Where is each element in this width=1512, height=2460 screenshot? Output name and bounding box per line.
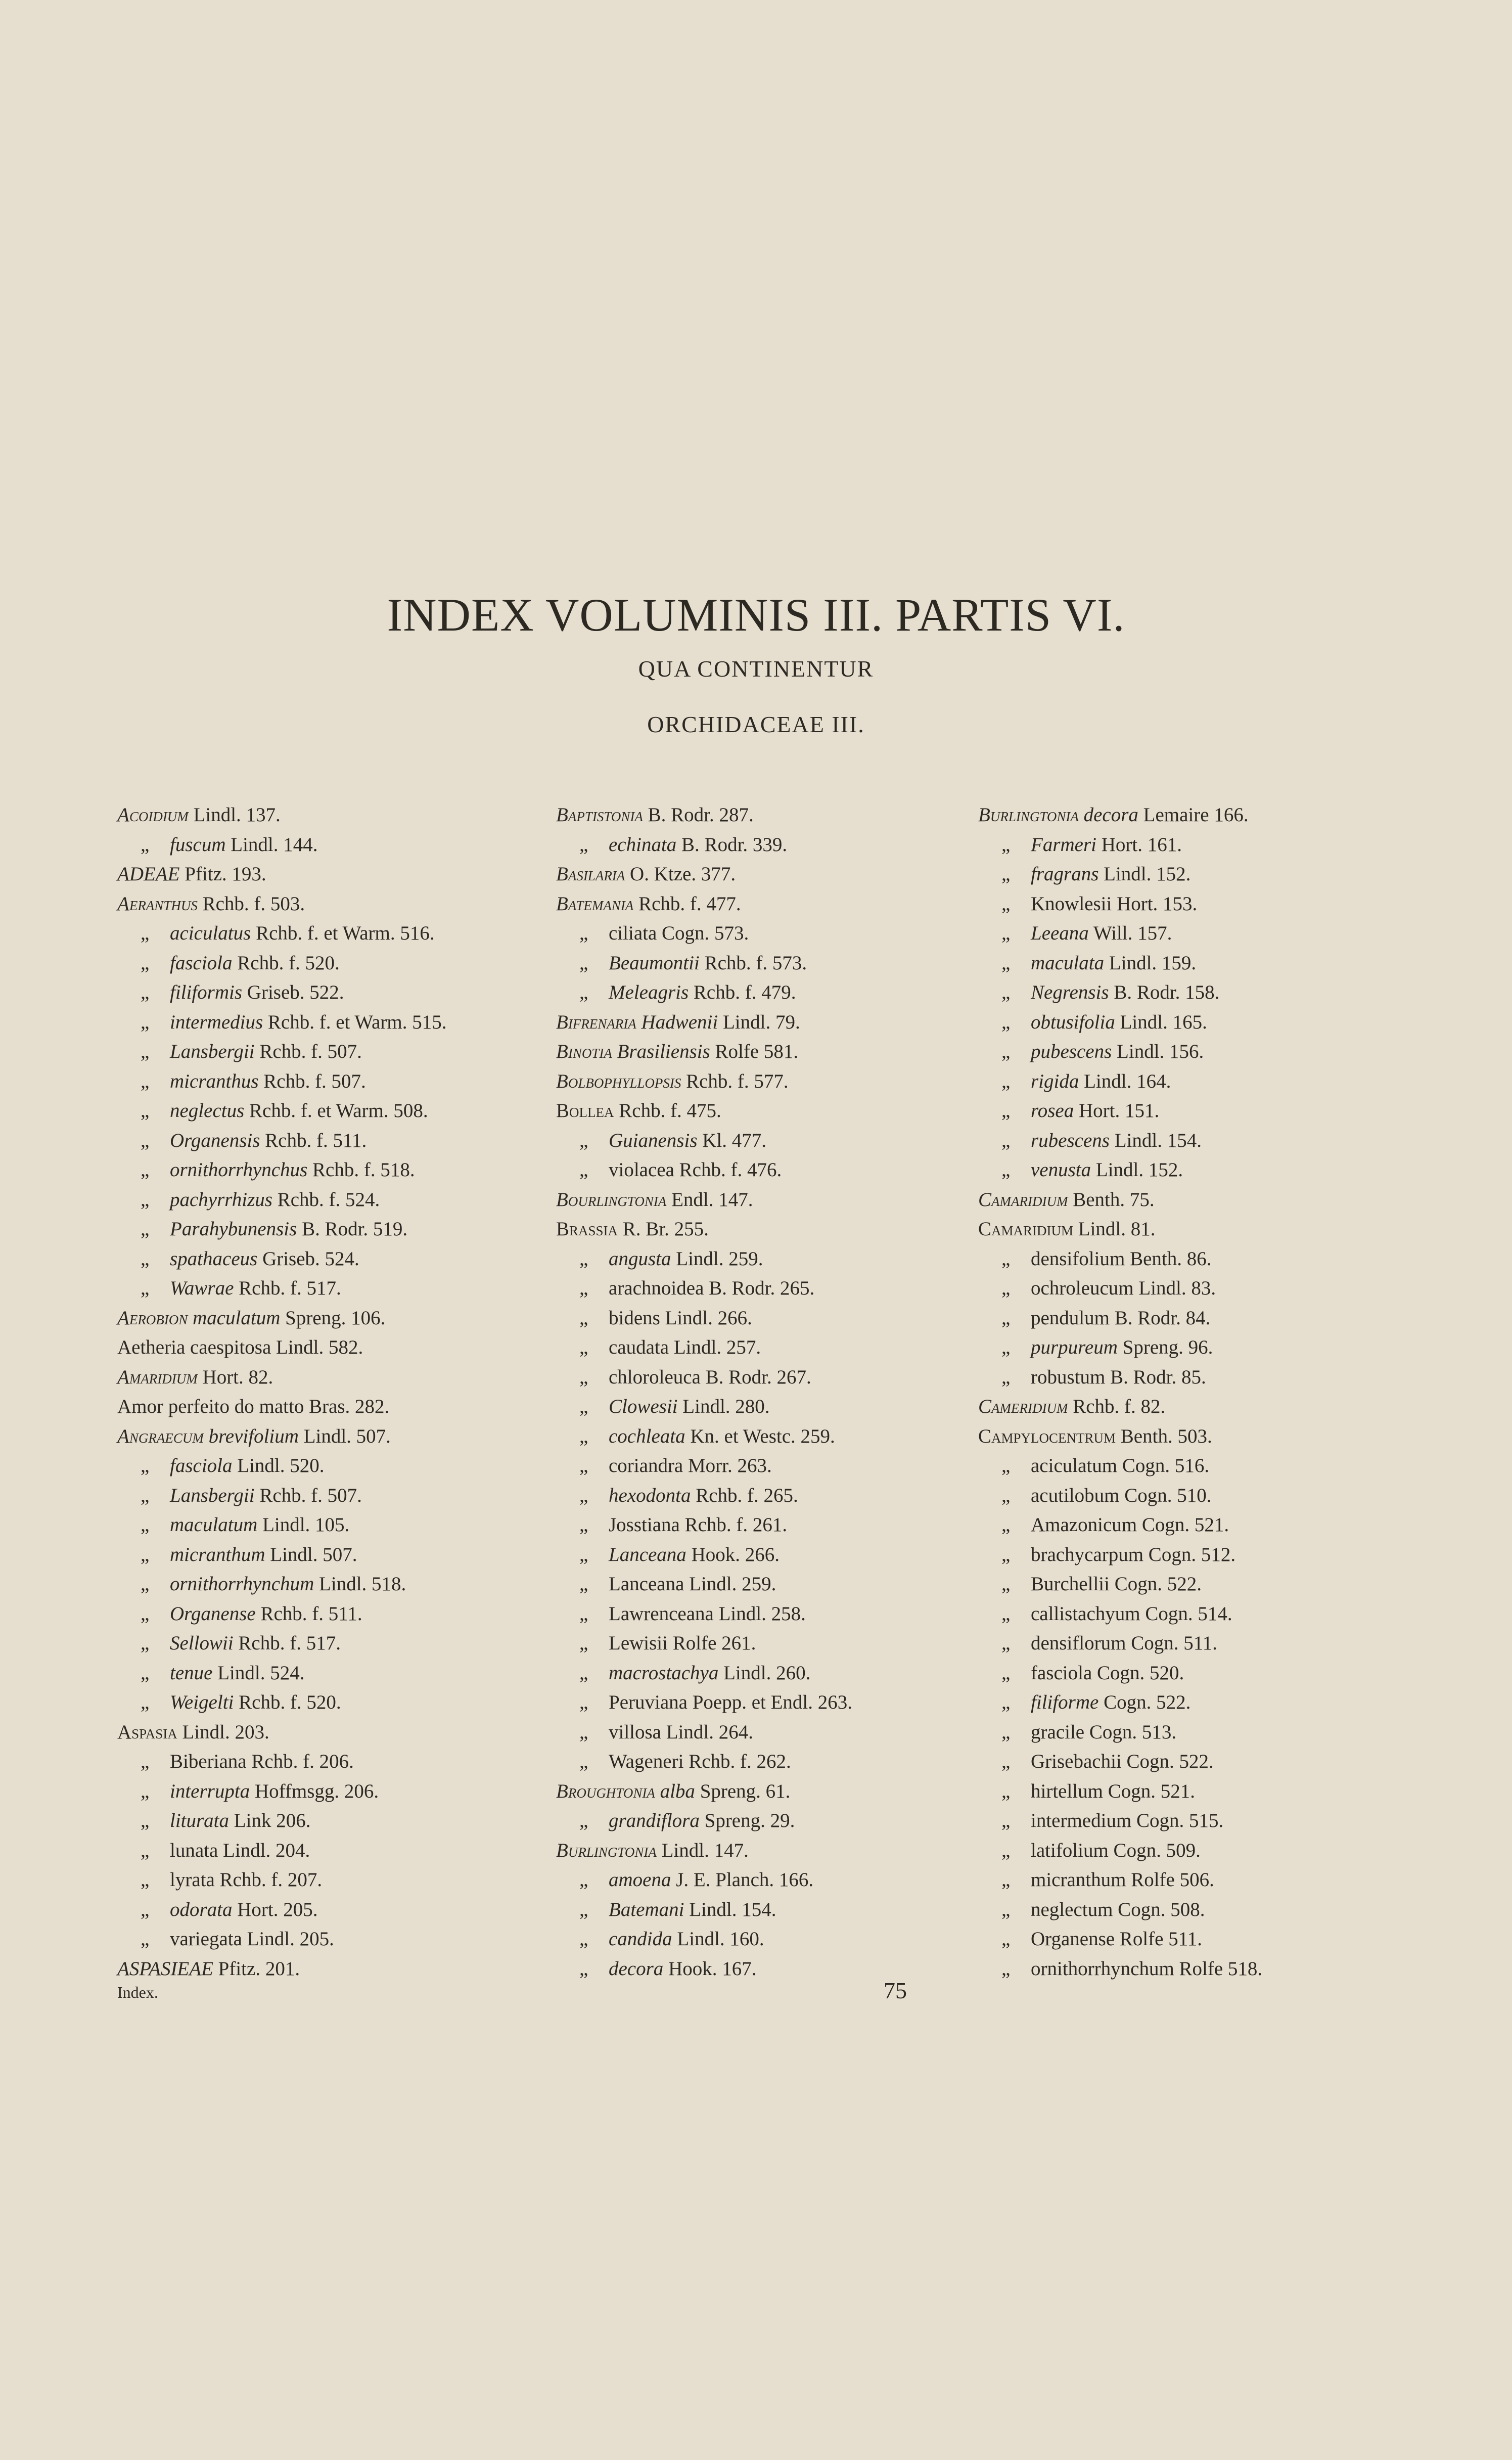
- index-entry: „ Weigelti Rchb. f. 520.: [117, 1688, 446, 1718]
- ditto-mark: „: [141, 1100, 150, 1122]
- ditto-mark: „: [1001, 892, 1011, 915]
- ditto-mark: „: [1001, 1928, 1011, 1950]
- ditto-mark: „: [141, 1602, 150, 1625]
- ditto-mark: „: [1001, 1455, 1011, 1477]
- ditto-mark: „: [579, 922, 588, 944]
- ditto-mark: „: [579, 1484, 588, 1506]
- footer-label: Index.: [117, 1983, 158, 2001]
- ditto-mark: „: [1001, 1632, 1011, 1654]
- index-entry: „ fasciola Cogn. 520.: [978, 1659, 1262, 1688]
- index-entry: „ cochleata Kn. et Westc. 259.: [556, 1422, 852, 1452]
- ditto-mark: „: [141, 1514, 150, 1536]
- index-entry: „ Lansbergii Rchb. f. 507.: [117, 1481, 446, 1511]
- ditto-mark: „: [1001, 1662, 1011, 1684]
- ditto-mark: „: [579, 1957, 588, 1980]
- ditto-mark: „: [1001, 863, 1011, 885]
- index-entry: „ Organense Rolfe 511.: [978, 1925, 1262, 1954]
- index-entry: „ Josstiana Rchb. f. 261.: [556, 1510, 852, 1540]
- ditto-mark: „: [141, 1543, 150, 1566]
- index-entry: „ maculatum Lindl. 105.: [117, 1510, 446, 1540]
- ditto-mark: „: [579, 1159, 588, 1181]
- index-entry: „ Guianensis Kl. 477.: [556, 1126, 852, 1156]
- ditto-mark: „: [141, 1780, 150, 1802]
- index-entry: „ filiformis Griseb. 522.: [117, 978, 446, 1008]
- index-entry: Bifrenaria Hadwenii Lindl. 79.: [556, 1011, 800, 1033]
- index-entry: „ Wageneri Rchb. f. 262.: [556, 1747, 852, 1777]
- ditto-mark: „: [579, 1514, 588, 1536]
- index-entry: Amor perfeito do matto Bras. 282.: [117, 1396, 390, 1417]
- ditto-mark: „: [579, 1425, 588, 1447]
- index-entry: „ purpureum Spreng. 96.: [978, 1333, 1262, 1363]
- index-entry: „ Clowesii Lindl. 280.: [556, 1392, 852, 1422]
- ditto-mark: „: [141, 833, 150, 856]
- index-entry: „ callistachyum Cogn. 514.: [978, 1599, 1262, 1629]
- index-entry: „ violacea Rchb. f. 476.: [556, 1155, 852, 1185]
- index-entry: „ fragrans Lindl. 152.: [978, 860, 1262, 889]
- ditto-mark: „: [141, 1839, 150, 1861]
- ditto-mark: „: [1001, 1721, 1011, 1743]
- ditto-mark: „: [141, 1632, 150, 1654]
- index-entry: „ micranthum Lindl. 507.: [117, 1540, 446, 1570]
- index-entry: „ Knowlesii Hort. 153.: [978, 889, 1262, 919]
- index-entry: Burlingtonia decora Lemaire 166.: [978, 804, 1249, 826]
- index-entry: „ Lanceana Lindl. 259.: [556, 1570, 852, 1599]
- index-entry: Bolbophyllopsis Rchb. f. 577.: [556, 1070, 789, 1092]
- index-entry: „ hirtellum Cogn. 521.: [978, 1777, 1262, 1807]
- ditto-mark: „: [579, 1869, 588, 1891]
- ditto-mark: „: [1001, 1159, 1011, 1181]
- index-entry: „ Lawrenceana Lindl. 258.: [556, 1599, 852, 1629]
- index-entry: Angraecum brevifolium Lindl. 507.: [117, 1425, 391, 1447]
- index-entry: „ tenue Lindl. 524.: [117, 1659, 446, 1688]
- index-entry: „ angusta Lindl. 259.: [556, 1244, 852, 1274]
- ditto-mark: „: [141, 922, 150, 944]
- index-entry: „ arachnoidea B. Rodr. 265.: [556, 1274, 852, 1304]
- ditto-mark: „: [141, 1928, 150, 1950]
- index-entry: „ ornithorrhynchum Rolfe 518.: [978, 1954, 1262, 1984]
- ditto-mark: „: [579, 1336, 588, 1358]
- ditto-mark: „: [1001, 1484, 1011, 1506]
- ditto-mark: „: [1001, 1691, 1011, 1713]
- ditto-mark: „: [579, 1307, 588, 1329]
- index-entry: Campylocentrum Benth. 503.: [978, 1425, 1212, 1447]
- index-column-2: [556, 800, 852, 1984]
- subtitle-family: ORCHIDACEAE III.: [647, 711, 865, 737]
- index-entry: „ Grisebachii Cogn. 522.: [978, 1747, 1262, 1777]
- index-entry: „ interrupta Hoffmsgg. 206.: [117, 1777, 446, 1807]
- index-column-3: [978, 800, 1262, 1984]
- index-entry: „ pubescens Lindl. 156.: [978, 1037, 1262, 1067]
- ditto-mark: „: [579, 1455, 588, 1477]
- ditto-mark: „: [579, 1721, 588, 1743]
- ditto-mark: „: [579, 1396, 588, 1417]
- ditto-mark: „: [1001, 1602, 1011, 1625]
- index-entry: Binotia Brasiliensis Rolfe 581.: [556, 1041, 799, 1062]
- index-entry: „ Leeana Will. 157.: [978, 919, 1262, 949]
- ditto-mark: „: [1001, 1751, 1011, 1772]
- index-entry: „ Lewisii Rolfe 261.: [556, 1629, 852, 1659]
- index-entry: „ liturata Link 206.: [117, 1806, 446, 1836]
- index-entry: „ odorata Hort. 205.: [117, 1895, 446, 1925]
- page-title: INDEX VOLUMINIS III. PARTIS VI.: [387, 589, 1125, 641]
- ditto-mark: „: [1001, 1277, 1011, 1299]
- ditto-mark: „: [141, 1484, 150, 1506]
- ditto-mark: „: [141, 1869, 150, 1891]
- ditto-mark: „: [579, 1751, 588, 1772]
- index-entry: „ aciculatum Cogn. 516.: [978, 1451, 1262, 1481]
- index-entry: „ Lanceana Hook. 266.: [556, 1540, 852, 1570]
- ditto-mark: „: [1001, 1366, 1011, 1388]
- index-entry: „ maculata Lindl. 159.: [978, 949, 1262, 978]
- ditto-mark: „: [141, 1188, 150, 1211]
- index-entry: „ Peruviana Poepp. et Endl. 263.: [556, 1688, 852, 1718]
- ditto-mark: „: [141, 1573, 150, 1595]
- ditto-mark: „: [579, 1810, 588, 1831]
- ditto-mark: „: [1001, 1543, 1011, 1566]
- index-entry: „ rosea Hort. 151.: [978, 1096, 1262, 1126]
- ditto-mark: „: [141, 981, 150, 1003]
- ditto-mark: „: [1001, 1011, 1011, 1033]
- index-entry: „ pendulum B. Rodr. 84.: [978, 1304, 1262, 1333]
- ditto-mark: „: [1001, 1573, 1011, 1595]
- ditto-mark: „: [1001, 981, 1011, 1003]
- index-entry: „ grandiflora Spreng. 29.: [556, 1806, 852, 1836]
- index-entry: „ chloroleuca B. Rodr. 267.: [556, 1363, 852, 1393]
- ditto-mark: „: [141, 1751, 150, 1772]
- index-entry: Burlingtonia Lindl. 147.: [556, 1839, 749, 1861]
- index-entry: „ robustum B. Rodr. 85.: [978, 1363, 1262, 1393]
- ditto-mark: „: [1001, 922, 1011, 944]
- index-entry: „ bidens Lindl. 266.: [556, 1304, 852, 1333]
- index-entry: Aeranthus Rchb. f. 503.: [117, 892, 305, 915]
- index-entry: „ aciculatus Rchb. f. et Warm. 516.: [117, 919, 446, 949]
- index-entry: „ spathaceus Griseb. 524.: [117, 1244, 446, 1274]
- index-entry: „ ciliata Cogn. 573.: [556, 919, 852, 949]
- index-entry: „ gracile Cogn. 513.: [978, 1718, 1262, 1748]
- index-entry: „ neglectum Cogn. 508.: [978, 1895, 1262, 1925]
- index-entry: Baptistonia B. Rodr. 287.: [556, 804, 754, 826]
- ditto-mark: „: [579, 1573, 588, 1595]
- ditto-mark: „: [1001, 1307, 1011, 1329]
- ditto-mark: „: [579, 1366, 588, 1388]
- ditto-mark: „: [141, 1810, 150, 1831]
- ditto-mark: „: [141, 1218, 150, 1240]
- index-entry: „ amoena J. E. Planch. 166.: [556, 1865, 852, 1895]
- index-entry: Basilaria O. Ktze. 377.: [556, 863, 736, 885]
- page-number: 75: [884, 1978, 907, 2003]
- ditto-mark: „: [579, 1662, 588, 1684]
- index-entry: Aspasia Lindl. 203.: [117, 1721, 269, 1743]
- ditto-mark: „: [579, 1898, 588, 1920]
- index-entry: „ Sellowii Rchb. f. 517.: [117, 1629, 446, 1659]
- index-entry: „ Burchellii Cogn. 522.: [978, 1570, 1262, 1599]
- index-entry: „ fasciola Rchb. f. 520.: [117, 949, 446, 978]
- ditto-mark: „: [1001, 1957, 1011, 1980]
- index-entry: „ venusta Lindl. 152.: [978, 1155, 1262, 1185]
- index-entry: „ lyrata Rchb. f. 207.: [117, 1865, 446, 1895]
- index-entry: „ Batemani Lindl. 154.: [556, 1895, 852, 1925]
- ditto-mark: „: [579, 1247, 588, 1270]
- index-entry: „ Negrensis B. Rodr. 158.: [978, 978, 1262, 1008]
- index-entry: Bollea Rchb. f. 475.: [556, 1100, 721, 1122]
- index-entry: „ densifolium Benth. 86.: [978, 1244, 1262, 1274]
- index-entry: „ caudata Lindl. 257.: [556, 1333, 852, 1363]
- index-entry: „ micranthus Rchb. f. 507.: [117, 1067, 446, 1097]
- index-entry: Batemania Rchb. f. 477.: [556, 892, 741, 915]
- index-entry: „ macrostachya Lindl. 260.: [556, 1659, 852, 1688]
- index-entry: Brassia R. Br. 255.: [556, 1218, 709, 1240]
- index-entry: „ micranthum Rolfe 506.: [978, 1865, 1262, 1895]
- index-entry: Aetheria caespitosa Lindl. 582.: [117, 1336, 363, 1358]
- ditto-mark: „: [1001, 1810, 1011, 1831]
- index-entry: „ acutilobum Cogn. 510.: [978, 1481, 1262, 1511]
- index-entry: „ fasciola Lindl. 520.: [117, 1451, 446, 1481]
- index-entry: Camaridium Lindl. 81.: [978, 1218, 1156, 1240]
- index-entry: ADEAE Pfitz. 193.: [117, 863, 266, 885]
- ditto-mark: „: [141, 1247, 150, 1270]
- index-entry: Bourlingtonia Endl. 147.: [556, 1188, 753, 1211]
- index-entry: „ latifolium Cogn. 509.: [978, 1836, 1262, 1866]
- ditto-mark: „: [579, 981, 588, 1003]
- ditto-mark: „: [1001, 1869, 1011, 1891]
- index-entry: Acoidium Lindl. 137.: [117, 804, 281, 826]
- subtitle-contents: QUA CONTINENTUR: [638, 656, 874, 682]
- index-column-1: [117, 800, 446, 1984]
- ditto-mark: „: [579, 1129, 588, 1151]
- ditto-mark: „: [579, 1543, 588, 1566]
- ditto-mark: „: [141, 1129, 150, 1151]
- index-entry: „ pachyrrhizus Rchb. f. 524.: [117, 1185, 446, 1215]
- ditto-mark: „: [141, 1159, 150, 1181]
- index-entry: „ rigida Lindl. 164.: [978, 1067, 1262, 1097]
- ditto-mark: „: [1001, 1100, 1011, 1122]
- index-entry: „ decora Hook. 167.: [556, 1954, 852, 1984]
- index-entry: „ Amazonicum Cogn. 521.: [978, 1510, 1262, 1540]
- ditto-mark: „: [1001, 1041, 1011, 1062]
- index-entry: „ Biberiana Rchb. f. 206.: [117, 1747, 446, 1777]
- ditto-mark: „: [579, 1602, 588, 1625]
- ditto-mark: „: [579, 1277, 588, 1299]
- index-entry: „ Beaumontii Rchb. f. 573.: [556, 949, 852, 978]
- index-entry: „ lunata Lindl. 204.: [117, 1836, 446, 1866]
- index-entry: ASPASIEAE Pfitz. 201.: [117, 1957, 300, 1980]
- index-entry: „ neglectus Rchb. f. et Warm. 508.: [117, 1096, 446, 1126]
- index-entry: Aerobion maculatum Spreng. 106.: [117, 1307, 386, 1329]
- index-entry: Camaridium Benth. 75.: [978, 1188, 1155, 1211]
- ditto-mark: „: [141, 1011, 150, 1033]
- ditto-mark: „: [579, 1632, 588, 1654]
- index-entry: „ densiflorum Cogn. 511.: [978, 1629, 1262, 1659]
- ditto-mark: „: [141, 1070, 150, 1092]
- index-entry: „ obtusifolia Lindl. 165.: [978, 1008, 1262, 1038]
- ditto-mark: „: [141, 1691, 150, 1713]
- ditto-mark: „: [141, 1455, 150, 1477]
- ditto-mark: „: [1001, 952, 1011, 974]
- index-entry: Cameridium Rchb. f. 82.: [978, 1396, 1166, 1417]
- index-entry: „ Parahybunensis B. Rodr. 519.: [117, 1215, 446, 1244]
- ditto-mark: „: [1001, 1070, 1011, 1092]
- index-entry: „ brachycarpum Cogn. 512.: [978, 1540, 1262, 1570]
- index-entry: „ villosa Lindl. 264.: [556, 1718, 852, 1748]
- index-entry: „ candida Lindl. 160.: [556, 1925, 852, 1954]
- ditto-mark: „: [141, 1662, 150, 1684]
- index-entry: „ ornithorrhynchus Rchb. f. 518.: [117, 1155, 446, 1185]
- index-entry: „ Lansbergii Rchb. f. 507.: [117, 1037, 446, 1067]
- index-entry: „ hexodonta Rchb. f. 265.: [556, 1481, 852, 1511]
- ditto-mark: „: [1001, 1514, 1011, 1536]
- index-entry: „ intermedius Rchb. f. et Warm. 515.: [117, 1008, 446, 1038]
- ditto-mark: „: [1001, 1129, 1011, 1151]
- index-entry: „ intermedium Cogn. 515.: [978, 1806, 1262, 1836]
- index-entry: „ ochroleucum Lindl. 83.: [978, 1274, 1262, 1304]
- index-entry: „ Meleagris Rchb. f. 479.: [556, 978, 852, 1008]
- ditto-mark: „: [579, 1691, 588, 1713]
- index-entry: „ ornithorrhynchum Lindl. 518.: [117, 1570, 446, 1599]
- ditto-mark: „: [1001, 1336, 1011, 1358]
- index-entry: „ coriandra Morr. 263.: [556, 1451, 852, 1481]
- index-entry: „ rubescens Lindl. 154.: [978, 1126, 1262, 1156]
- ditto-mark: „: [1001, 833, 1011, 856]
- index-entry: „ Organensis Rchb. f. 511.: [117, 1126, 446, 1156]
- ditto-mark: „: [1001, 1839, 1011, 1861]
- index-entry: „ variegata Lindl. 205.: [117, 1925, 446, 1954]
- index-entry: „ fuscum Lindl. 144.: [117, 830, 446, 860]
- ditto-mark: „: [141, 1041, 150, 1062]
- index-entry: „ filiforme Cogn. 522.: [978, 1688, 1262, 1718]
- index-entry: Amaridium Hort. 82.: [117, 1366, 273, 1388]
- ditto-mark: „: [579, 833, 588, 856]
- ditto-mark: „: [141, 1277, 150, 1299]
- index-entry: „ Organense Rchb. f. 511.: [117, 1599, 446, 1629]
- ditto-mark: „: [141, 952, 150, 974]
- ditto-mark: „: [141, 1898, 150, 1920]
- index-entry: „ Farmeri Hort. 161.: [978, 830, 1262, 860]
- ditto-mark: „: [1001, 1780, 1011, 1802]
- ditto-mark: „: [1001, 1898, 1011, 1920]
- index-entry: „ Wawrae Rchb. f. 517.: [117, 1274, 446, 1304]
- ditto-mark: „: [1001, 1247, 1011, 1270]
- index-entry: „ echinata B. Rodr. 339.: [556, 830, 852, 860]
- ditto-mark: „: [579, 1928, 588, 1950]
- ditto-mark: „: [579, 952, 588, 974]
- index-entry: Broughtonia alba Spreng. 61.: [556, 1780, 791, 1802]
